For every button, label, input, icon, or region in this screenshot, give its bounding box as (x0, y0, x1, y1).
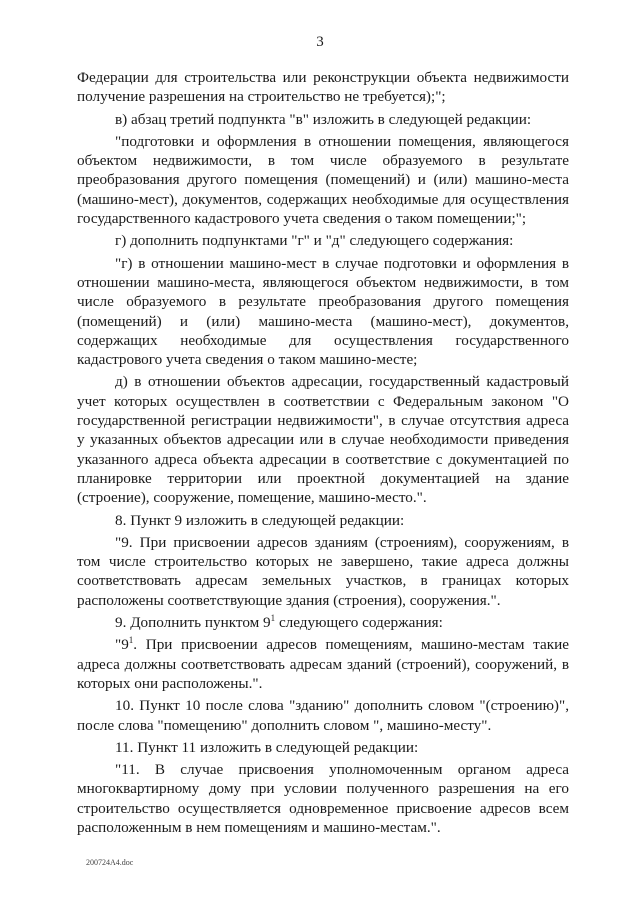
paragraph-point-8: 8. Пункт 9 изложить в следующей редакции: (115, 511, 405, 529)
text-run: следующего содержания: (275, 614, 443, 632)
paragraph-item-v: в) абзац третий подпункта "в" изложить в следующей редакции: (115, 110, 532, 128)
document-body (77, 68, 569, 837)
superscript: 1 (270, 612, 276, 623)
superscript: 1 (128, 635, 134, 646)
text-run: "9 (115, 636, 129, 654)
paragraph-continuation: Федерации для строительства или реконструкции объекта недвижимости получение разрешения на строительство не требуется);"; (77, 69, 569, 106)
text-run: 9. Дополнить пунктом 9 (115, 614, 271, 632)
footer-filename: 200724А4.doc (86, 858, 134, 867)
paragraph-item-g: г) дополнить подпунктами "г" и "д" следующего содержания: (115, 232, 514, 250)
paragraph-point-10: 10. Пункт 10 после слова "зданию" дополнить словом "(строению)", после слова "помещению" дополнить словом ", машино-месту". (77, 697, 569, 734)
paragraph-quote-d: д) в отношении объектов адресации, государственный кадастровый учет которых осуществлен в соответствии с Федеральным законом "О государственной регистрации недвижимости", в случае отсутствия адреса у указанных объектов адресации или в случае необходимости приведения указанного адреса объекта адресации в соответствие с документацией по планировке территории или проектной документацией на здание (строение), сооружение, помещение, машино-место.". (77, 373, 569, 507)
paragraph-point-11: 11. Пункт 11 изложить в следующей редакции: (115, 738, 419, 756)
paragraph-quote-11: "11. В случае присвоения уполномоченным органом адреса многоквартирному дому при условии полученного разрешения на его строительство осуществляется одновременное присвоение адресов всем расположенным в нем помещениям и машино-местам.". (77, 761, 569, 836)
page-number: 3 (316, 34, 324, 50)
paragraph-quote-9: "9. При присвоении адресов зданиям (строениям), сооружениям, в том числе строительство которых не завершено, такие адреса должны соответствовать адресам земельных участков, в границах которых расположены соответствующие здания (строения), сооружения.". (77, 533, 569, 609)
paragraph-quote-v: "подготовки и оформления в отношении помещения, являющегося объектом недвижимости, в том числе образуемого в результате преобразования другого помещения (помещений) и (или) машино-места (машино-мест), документов, содержащих необходимые для осуществления государственного кадастрового учета сведения о таком помещении;"; (77, 132, 569, 228)
paragraph-quote-9-1 (77, 635, 569, 693)
paragraph-point-9 (77, 613, 569, 632)
text-run: . При присвоении адресов помещениям, машино-местам такие адреса должны соответствовать адресам зданий (строений), сооружений, в которых они расположены.". (77, 636, 569, 692)
paragraph-quote-g: "г) в отношении машино-мест в случае подготовки и оформления в отношении машино-места, являющегося объектом недвижимости, в том числе образуемого в результате преобразования другого помещения (помещений) и (или) машино-места (машино-мест), документов, содержащих необходимые для осуществления государственного кадастрового учета сведения о таком машино-месте; (77, 254, 569, 369)
